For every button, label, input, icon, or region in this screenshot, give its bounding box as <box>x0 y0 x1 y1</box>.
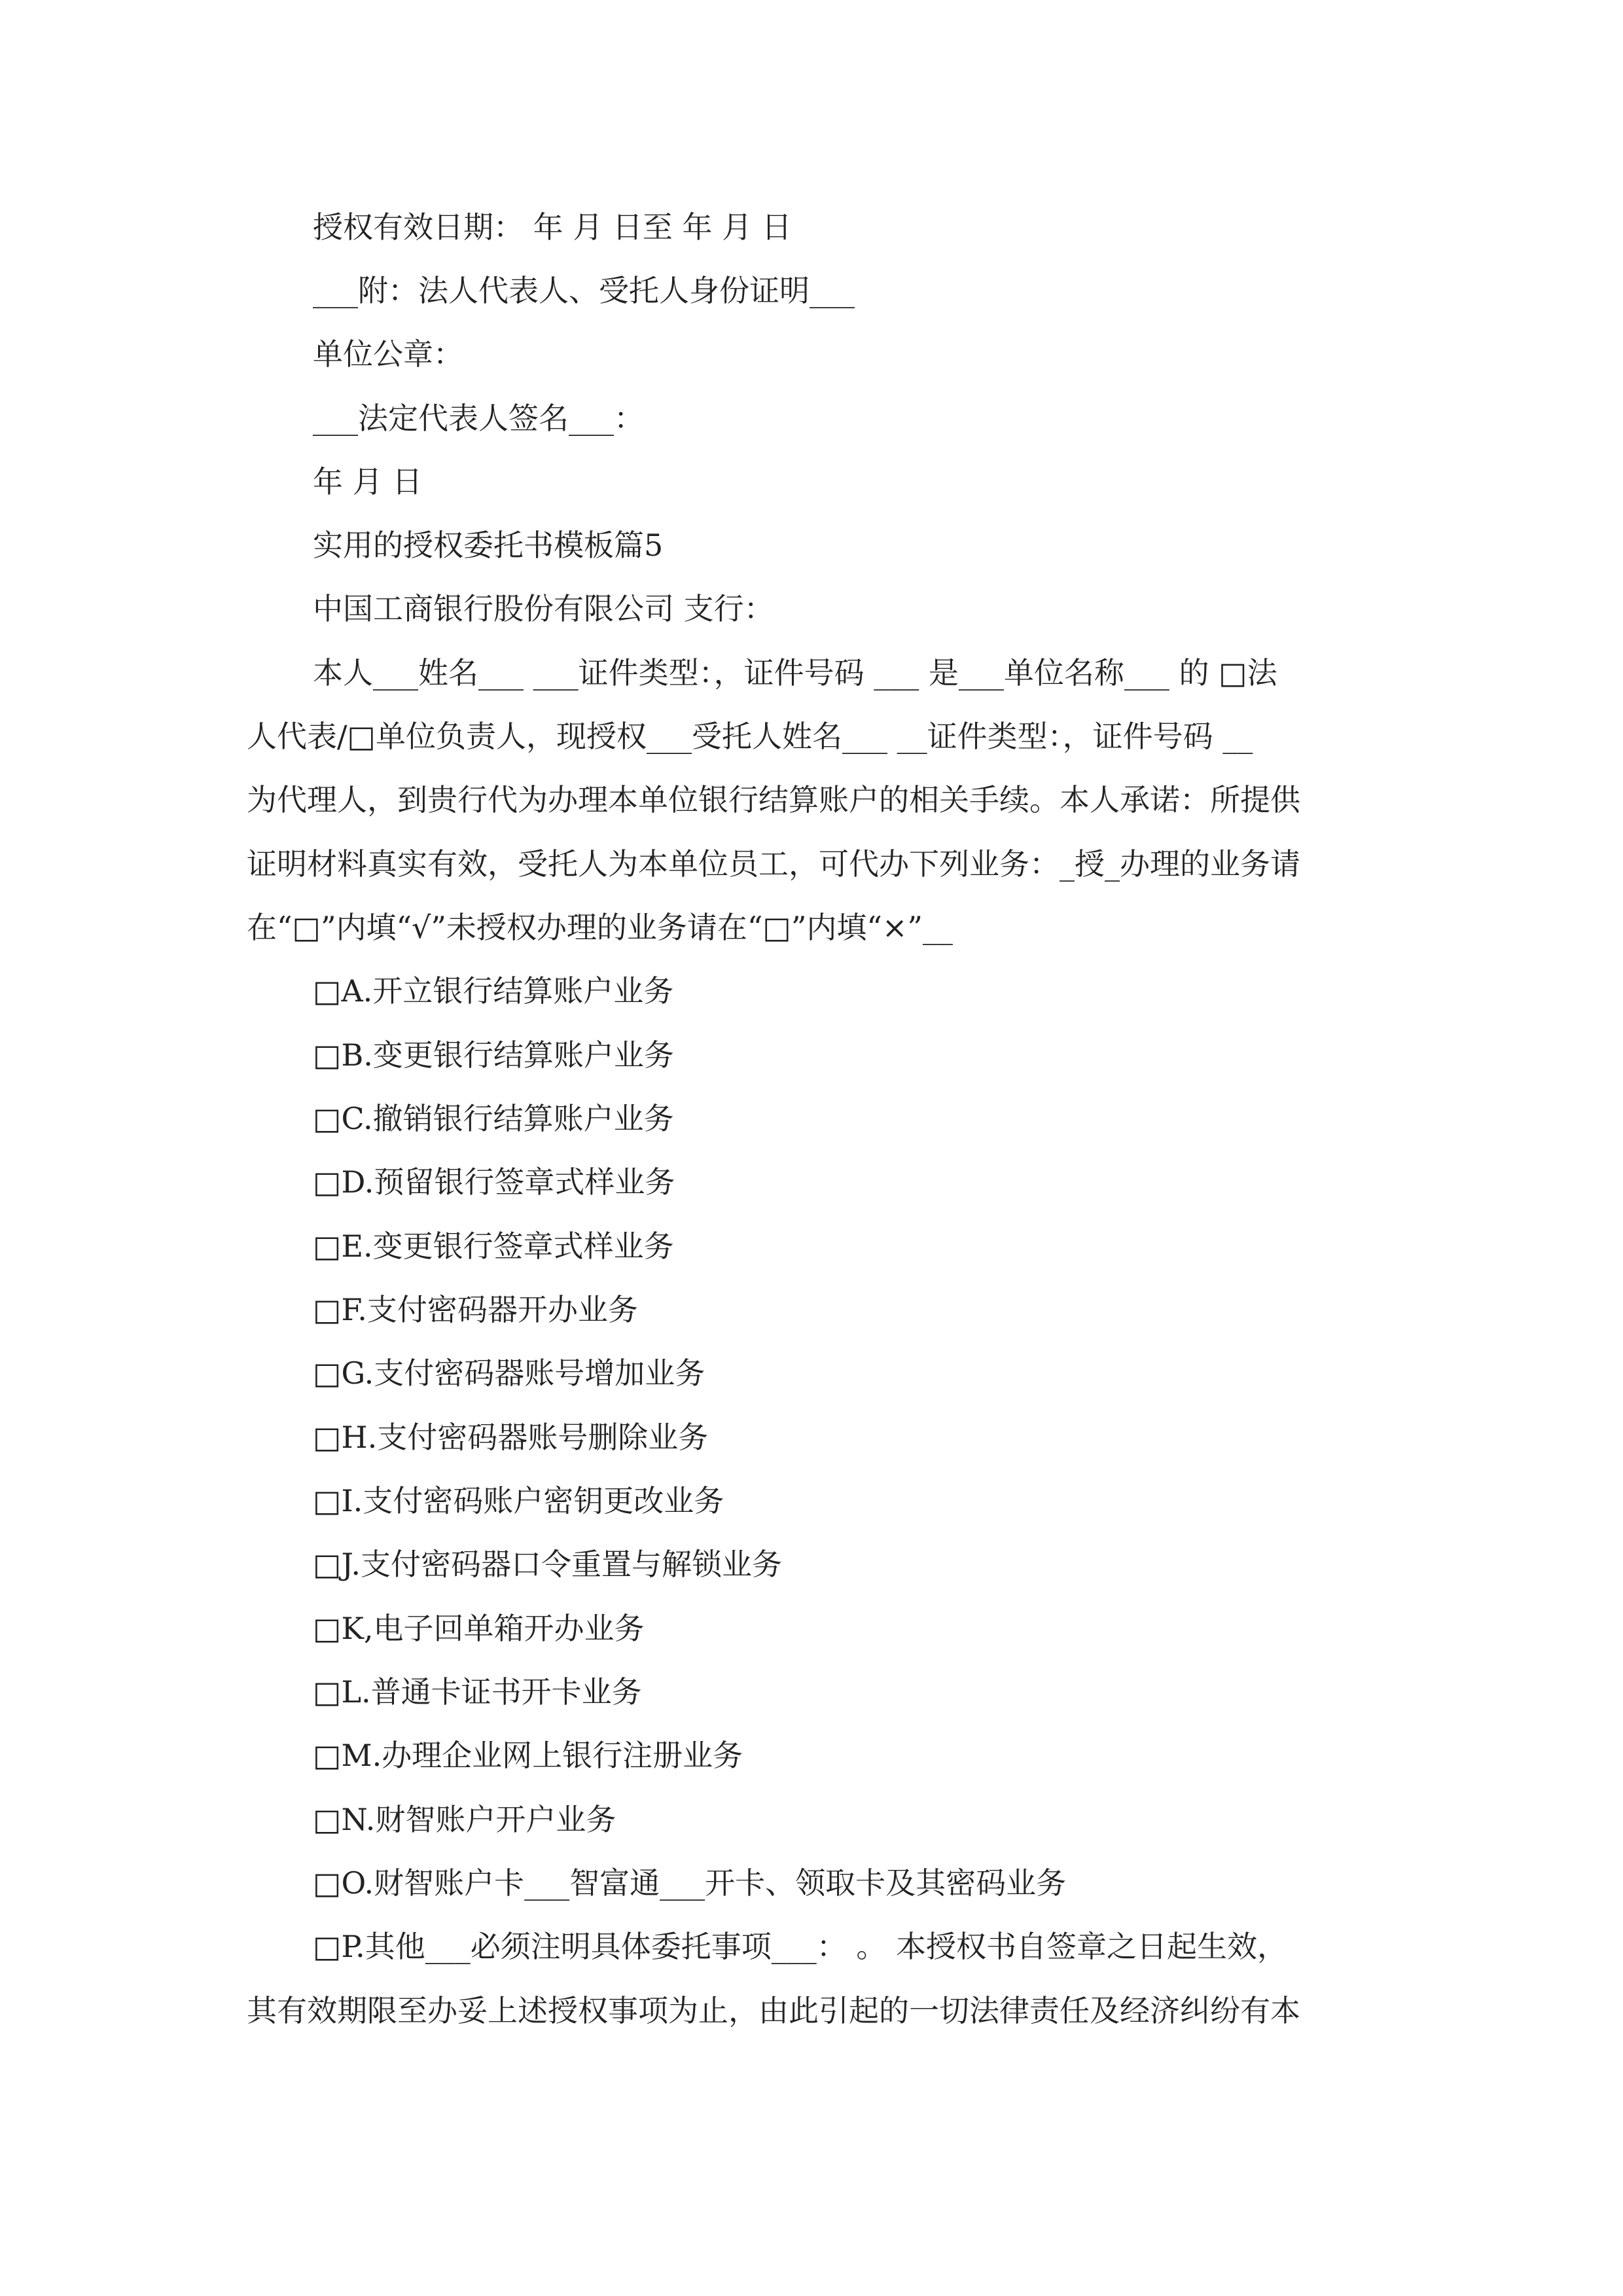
option-item: □M.办理企业网上银行注册业务 <box>313 1738 743 1773</box>
legal-rep-signature-line: ___法定代表人签名___： <box>313 401 644 436</box>
valid-date-line: 授权有效日期： 年 月 日至 年 月 日 <box>313 209 792 245</box>
body-paragraph-line: 证明材料真实有效，受托人为本单位员工，可代办下列业务：_授_办理的业务请 <box>247 846 1300 882</box>
addressee-line: 中国工商银行股份有限公司 支行： <box>313 591 774 626</box>
option-item: □K,电子回单箱开办业务 <box>313 1611 645 1646</box>
company-seal-line: 单位公章： <box>313 336 463 372</box>
option-item: □J.支付密码器口令重置与解锁业务 <box>313 1547 782 1582</box>
body-paragraph-line: 在“□”内填“√”未授权办理的业务请在“□”内填“×”__ <box>247 910 953 945</box>
option-item: □L.普通卡证书开卡业务 <box>313 1674 642 1710</box>
section-title: 实用的授权委托书模板篇5 <box>313 528 664 563</box>
date-line: 年 月 日 <box>313 464 423 499</box>
option-item: □E.变更银行签章式样业务 <box>313 1229 674 1264</box>
option-item: □H.支付密码器账号删除业务 <box>313 1420 709 1455</box>
option-item: □D.预留银行签章式样业务 <box>313 1164 675 1200</box>
body-paragraph-line: 为代理人，到贵行代为办理本单位银行结算账户的相关手续。本人承诺：所提供 <box>247 782 1300 817</box>
option-item: □A.开立银行结算账户业务 <box>313 973 674 1009</box>
option-item: □C.撤销银行结算账户业务 <box>313 1101 674 1136</box>
body-paragraph-line: 本人___姓名___ ___证件类型：，证件号码 ___ 是___单位名称___ 的 □法 <box>313 655 1277 691</box>
attachment-line: ___附：法人代表人、受托人身份证明___ <box>313 273 855 308</box>
option-item: □P.其他___必须注明具体委托事项___： 。 本授权书自签章之日起生效， <box>313 1929 1287 1964</box>
body-paragraph-line: 人代表/□单位负责人，现授权___受托人姓名___ __证件类型：，证件号码 __ <box>247 719 1253 754</box>
option-item: □G.支付密码器账号增加业务 <box>313 1355 705 1391</box>
option-item: □B.变更银行结算账户业务 <box>313 1037 674 1073</box>
option-item: □I.支付密码账户密钥更改业务 <box>313 1483 724 1518</box>
option-item: □F.支付密码器开办业务 <box>313 1292 638 1327</box>
option-item: □O.财智账户卡___智富通___开卡、领取卡及其密码业务 <box>313 1865 1067 1901</box>
body-paragraph-line: 其有效期限至办妥上述授权事项为止，由此引起的一切法律责任及经济纠纷有本 <box>247 1993 1300 2028</box>
option-item: □N.财智账户开户业务 <box>313 1802 616 1837</box>
